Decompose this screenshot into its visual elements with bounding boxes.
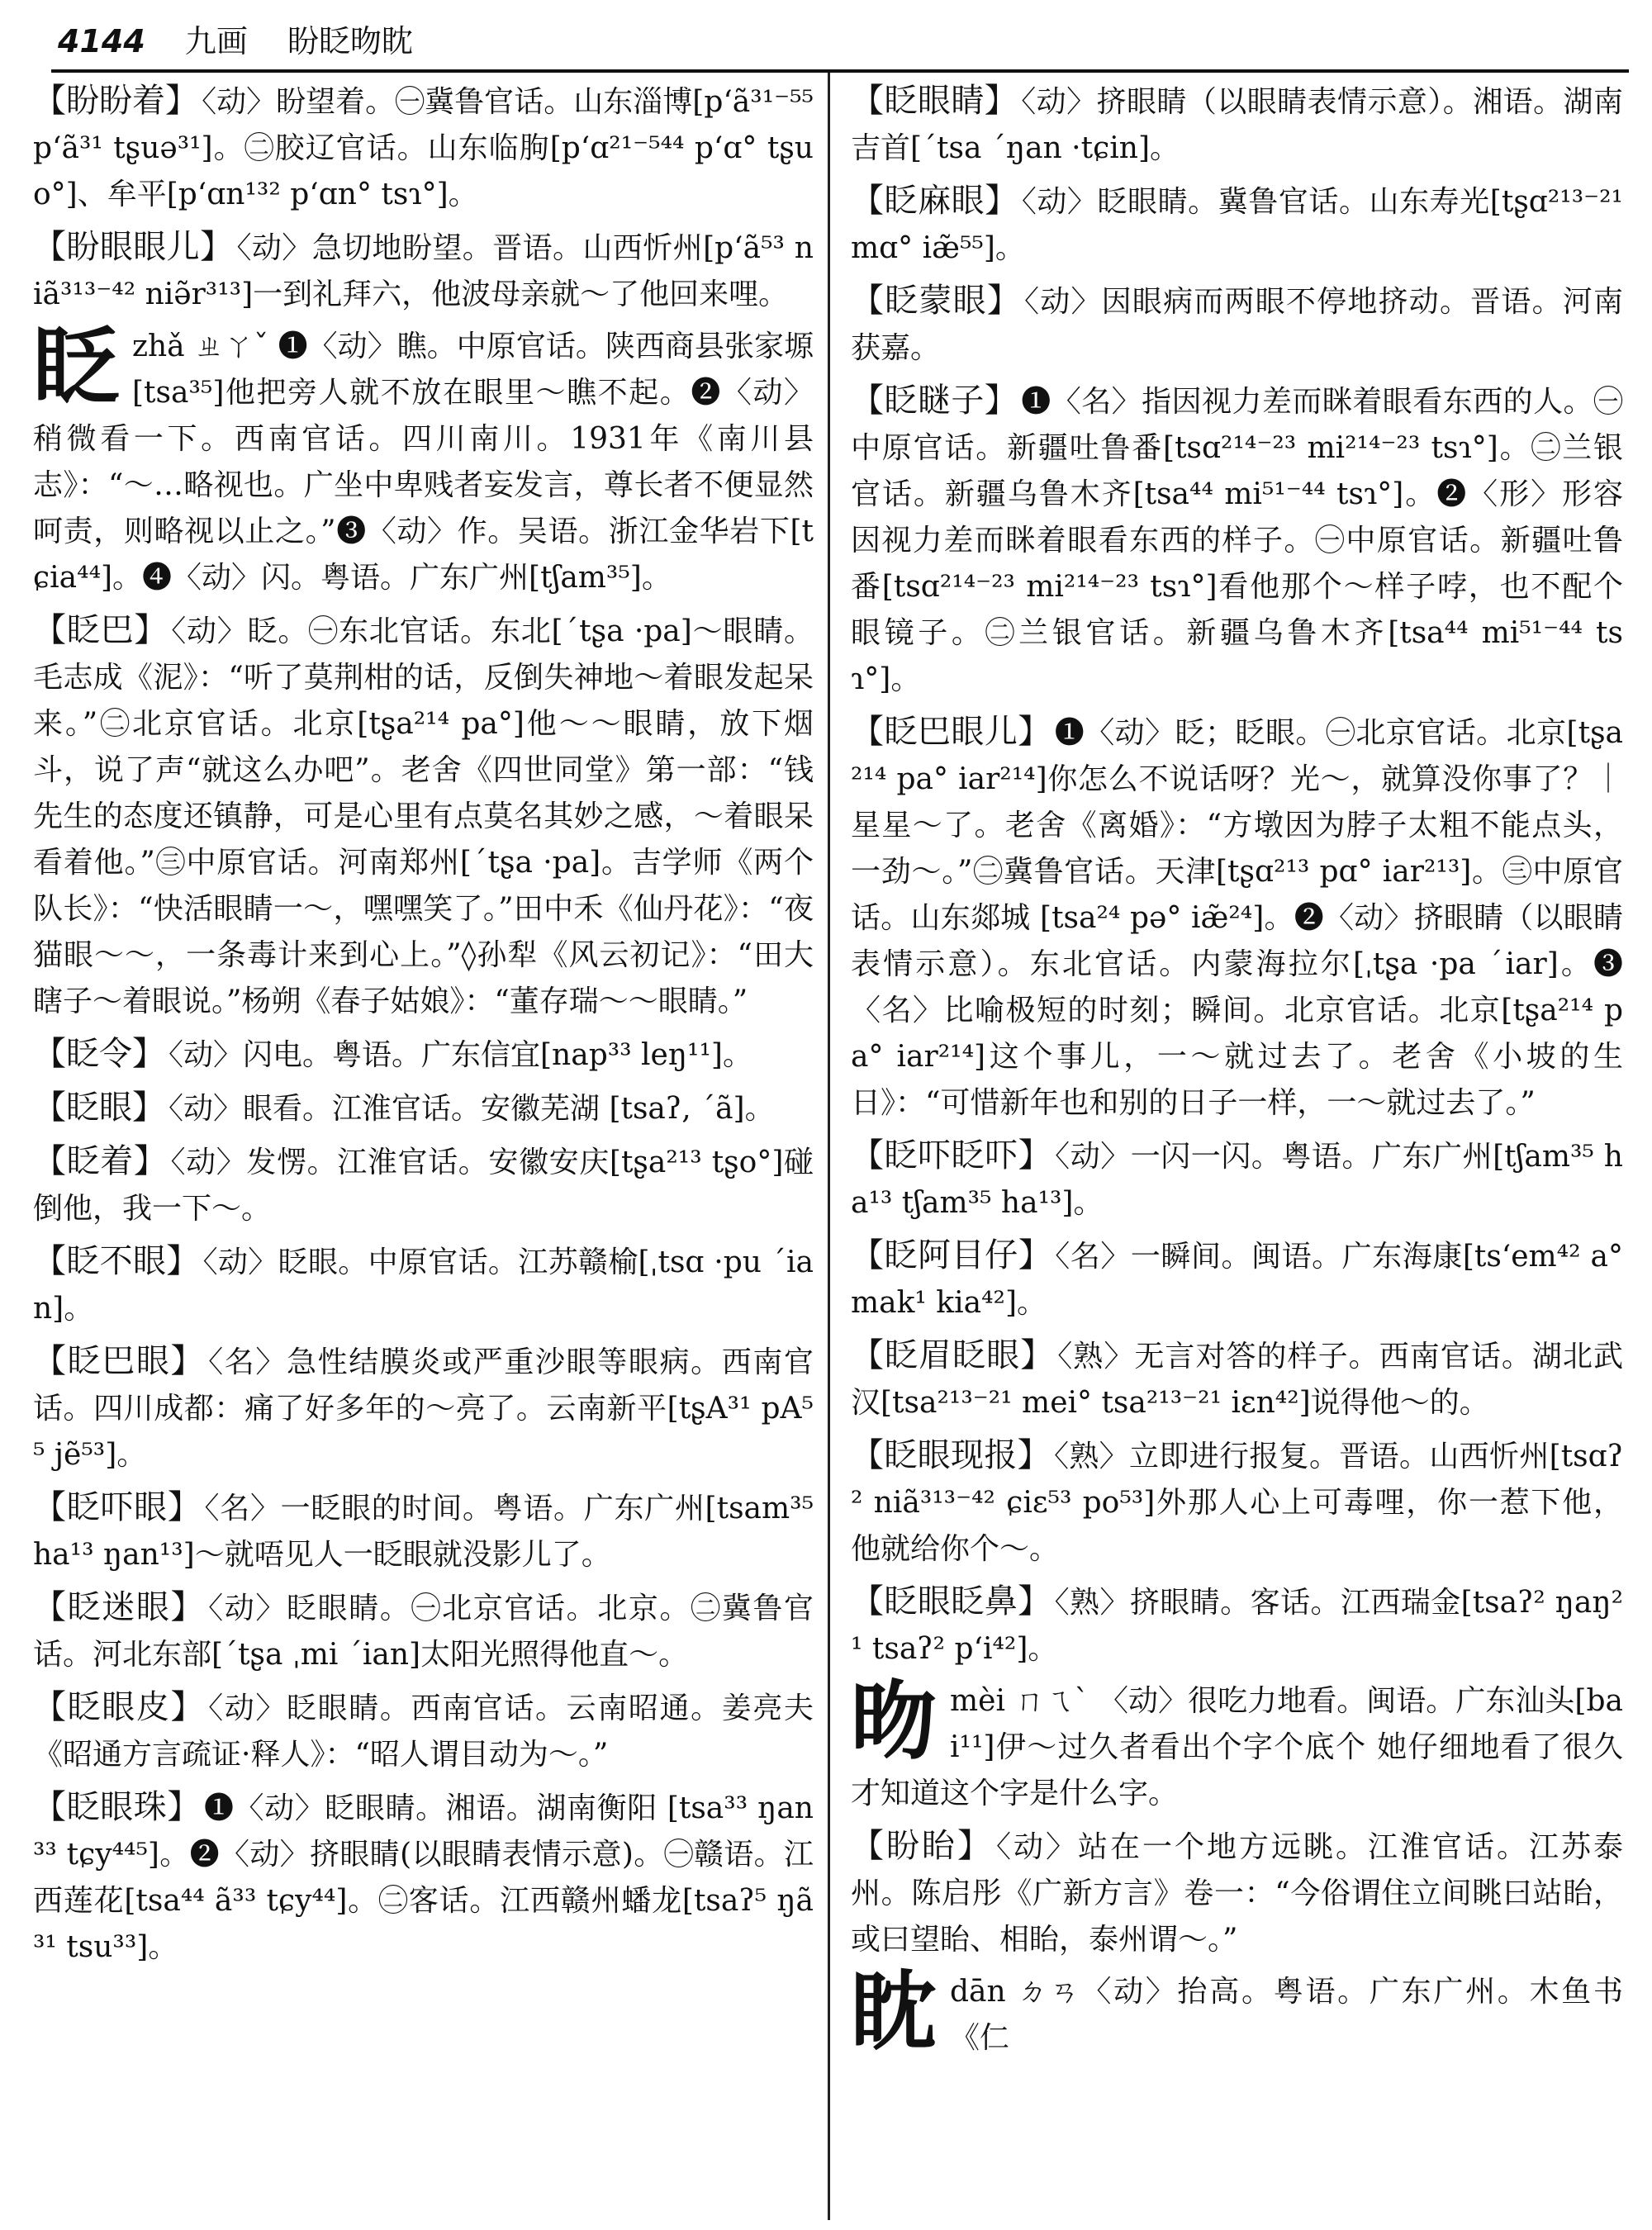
entry-headword: 【盼眙】 <box>851 1827 993 1865</box>
page-header <box>58 18 1627 64</box>
left-column <box>33 78 814 1976</box>
entry <box>33 1584 814 1678</box>
entry-body: 〈动〉眨眼睛。冀鲁官话。山东寿光[tʂɑ²¹³⁻²¹ mɑ° iæ̃⁵⁵]。 <box>851 185 1623 265</box>
entry-headword: 【眨眼眨鼻】 <box>851 1582 1051 1620</box>
entry-body: ❶〈动〉眨；眨眼。㊀北京官话。北京[tʂa²¹⁴ pa° iar²¹⁴]你怎么不说话呀？光～，就算没你事了？｜星星～了。老舍《离婚》：“方墩因为脖子太粗不能点头，一劲～。”㊁冀鲁官话。天津[tʂɑ²¹³ pɑ° iar²¹³]。㊂中原官话。山东郯城 [tsa²⁴ pə° iæ̃²⁴]。❷〈动〉挤眼睛（以眼睛表情示意）。东北官话。内蒙海拉尔[ˌtʂa ·pa ˊiar]。❸〈名〉比喻极短的时刻；瞬间。北京官话。北京[tʂa²¹⁴ pa° iar²¹⁴]这个事儿，一～就过去了。老舍《小坡的生日》：“可惜新年也和别的日子一样，一～就过去了。” <box>851 716 1624 1120</box>
entry-body: 〈名〉一瞬间。闽语。广东海康[tsʻem⁴² a° mak¹ kia⁴²]。 <box>851 1240 1623 1320</box>
entry-body: 〈熟〉立即进行报复。晋语。山西忻州[tsɑʔ² niã³¹³⁻⁴² ɕiɛ⁵³ po⁵³]外那人心上可毒哩，你一惹下他，他就给你个～。 <box>851 1440 1623 1566</box>
entry-body: 〈动〉眨眼睛。西南官话。云南昭通。姜亮夫《昭通方言疏证·释人》：“昭人谓目动为～。” <box>33 1691 814 1772</box>
entry-body: 〈动〉站在一个地方远眺。江淮官话。江苏泰州。陈启彤《广新方言》卷一：“今俗谓住立间眺曰站眙，或曰望眙、相眙，泰州谓～。” <box>851 1830 1623 1957</box>
entry <box>33 1684 814 1778</box>
right-column <box>851 78 1623 2067</box>
entry <box>33 1031 814 1079</box>
page-number: 4144 <box>58 23 145 59</box>
entry-headword: 【眨麻眼】 <box>851 182 1018 220</box>
entry <box>33 1484 814 1578</box>
entry-character <box>33 316 814 601</box>
entry <box>33 1084 814 1132</box>
entry <box>33 78 814 218</box>
entry <box>851 178 1623 272</box>
entry <box>33 607 814 1025</box>
entry <box>33 224 814 318</box>
entry-headword: 【眨不眼】 <box>33 1242 200 1280</box>
entry-body: 〈动〉闪电。粤语。广东信宜[nap³³ leŋ¹¹]。 <box>169 1038 752 1072</box>
entry-body: 〈动〉眨。㊀东北官话。东北[ˊtʂa ·pa]～眼睛。毛志成《泥》：“听了莫荆柑的话，反倒失神地～着眼发起呆来。”㊁北京官话。北京[tʂa²¹⁴ pa°]他～～眼睛，放下烟斗，说了声“就这么办吧”。老舍《四世同堂》第一部：“钱先生的态度还镇静，可是心里有点莫名其妙之感，～着眼呆看着他。”㊂中原官话。河南郑州[ˊtʂa ·pa]。吉学师《两个队长》：“快活眼睛一～，嘿嘿笑了。”田中禾《仙丹花》：“夜猫眼～～，一条毒计来到心上。”◊孙犁《风云初记》：“田大瞎子～着眼说。”杨朔《春子姑娘》：“董存瑞～～眼睛。” <box>33 614 814 1018</box>
entry-headword: 【眨吓眼】 <box>33 1488 202 1526</box>
entry-headword: 【眨令】 <box>33 1035 165 1073</box>
entry-headword: 【眨眼皮】 <box>33 1688 206 1726</box>
entry <box>851 278 1623 372</box>
entry <box>33 1338 814 1478</box>
entry-body: 〈名〉一眨眼的时间。粤语。广东广州[tsam³⁵ ha¹³ ŋan¹³]～就唔见人一眨眼就没影儿了。 <box>33 1492 814 1572</box>
entry-headword: 【眨巴】 <box>33 611 169 649</box>
entry-headword: 【盼盼着】 <box>33 82 199 120</box>
entry <box>851 1132 1623 1226</box>
column-divider <box>828 73 830 2220</box>
entry <box>33 1138 814 1232</box>
entry <box>33 1238 814 1332</box>
head-character: 眨 <box>33 316 120 417</box>
entry-headword: 【眨吓眨吓】 <box>851 1136 1052 1174</box>
entry-body: ❶〈动〉眨眼睛。湘语。湖南衡阳 [tsa³³ ŋan³³ tɕy⁴⁴⁵]。❷〈动〉挤眼睛(以眼睛表情示意)。㊀赣语。江西莲花[tsa⁴⁴ ã³³ tɕy⁴⁴]。㊁客话。江西赣州蟠龙[tsaʔ⁵ ŋã³¹ tsu³³]。 <box>33 1791 814 1964</box>
entry-headword: 【眨眼珠】 <box>33 1788 201 1826</box>
entry-body: mèi ㄇㄟˋ 〈动〉很吃力地看。闽语。广东汕头[bai¹¹]伊～过久者看出个字个底个 她仔细地看了很久才知道这个字是什么字。 <box>851 1684 1623 1810</box>
entry-body: ❶〈名〉指因视力差而眯着眼看东西的人。㊀中原官话。新疆吐鲁番[tsɑ²¹⁴⁻²³ mi²¹⁴⁻²³ tsɿ°]。㊁兰银官话。新疆乌鲁木齐[tsa⁴⁴ mi⁵¹⁻⁴⁴ tsɿ°]。❷〈形〉形容因视力差而眯着眼看东西的样子。㊀中原官话。新疆吐鲁番[tsɑ²¹⁴⁻²³ mi²¹⁴⁻²³ tsɿ°]看他那个～样子哱，也不配个眼镜子。㊁兰银官话。新疆乌鲁木齐[tsa⁴⁴ mi⁵¹⁻⁴⁴ tsɿ°]。 <box>851 385 1623 696</box>
entry-headword: 【眨眼现报】 <box>851 1436 1051 1474</box>
entry-body: 〈熟〉无言对答的样子。西南官话。湖北武汉[tsa²¹³⁻²¹ mei° tsa²¹³⁻²¹ iɛn⁴²]说得他～的。 <box>851 1340 1623 1420</box>
entry-headword: 【眨阿目仔】 <box>851 1236 1052 1274</box>
entry-headword: 【眨瞇子】 <box>851 382 1018 420</box>
entry-body: 〈动〉发愣。江淮官话。安徽安庆[tʂa²¹³ tʂo°]碰倒他，我一下～。 <box>33 1146 814 1226</box>
entry <box>851 1332 1623 1426</box>
entry-headword: 【眨蒙眼】 <box>851 282 1022 320</box>
entry <box>851 1432 1623 1573</box>
entry-body: 〈动〉因眼病而两眼不停地挤动。晋语。河南获嘉。 <box>851 285 1623 365</box>
head-character: 昒 <box>851 1670 938 1772</box>
entry-body: zhǎ ㄓㄚˇ ❶〈动〉瞧。中原官话。陕西商县张家塬[tsa³⁵]他把旁人就不放在眼里～瞧不起。❷〈动〉稍微看一下。西南官话。四川南川。1931年《南川县志》：“～…略视也。广坐中卑贱者妄发言，尊长者不便显然呵责，则略视以止之。”❸〈动〉作。吴语。浙江金华岩下[tɕia⁴⁴]。❹〈动〉闪。粤语。广东广州[tʃam³⁵]。 <box>33 330 814 595</box>
entry-body: 〈动〉眨眼睛。㊀北京官话。北京。㊁冀鲁官话。河北东部[ˊtʂa ˌmi ˊian]太阳光照得他直～。 <box>33 1592 814 1672</box>
entry <box>851 1578 1623 1672</box>
entry-body: 〈动〉盼望着。㊀冀鲁官话。山东淄博[pʻã³¹⁻⁵⁵ pʻã³¹ tʂuə³¹]。㊁胶辽官话。山东临朐[pʻɑ²¹⁻⁵⁴⁴ pʻɑ° tʂuo°]、牟平[pʻɑn¹³² pʻɑn° tsɿ°]。 <box>33 85 814 211</box>
entry <box>851 709 1623 1127</box>
entry-headword: 【眨眼】 <box>33 1089 165 1127</box>
entry-body: 〈动〉一闪一闪。粤语。广东广州[tʃam³⁵ ha¹³ tʃam³⁵ ha¹³]。 <box>851 1140 1623 1220</box>
entry <box>851 377 1623 703</box>
header-rule <box>51 69 1629 73</box>
entry-body: 〈动〉眨眼。中原官话。江苏赣榆[ˌtsɑ ·pu ˊian]。 <box>33 1245 814 1326</box>
entry-body: 〈名〉急性结膜炎或严重沙眼等眼病。西南官话。四川成都：痛了好多年的～亮了。云南新平[tʂA³¹ pA⁵⁵ jẽ⁵³]。 <box>33 1345 814 1472</box>
entry-headword: 【眨巴眼儿】 <box>851 713 1051 751</box>
entry-body: 〈动〉眼看。江淮官话。安徽芜湖 [tsaʔ, ˊã]。 <box>169 1092 775 1126</box>
entry-character <box>851 1670 1623 1817</box>
entry <box>851 78 1623 172</box>
entry-headword: 【眨眼睛】 <box>851 82 1018 120</box>
entry-headword: 【眨迷眼】 <box>33 1588 206 1626</box>
entry-body: 〈动〉急切地盼望。晋语。山西忻州[pʻã⁵³ niã³¹³⁻⁴² niə̃r³¹³]一到礼拜六，他波母亲就～了他回来哩。 <box>33 231 814 311</box>
section-label: 九画 <box>184 23 248 59</box>
entry-body: 〈动〉挤眼睛（以眼睛表情示意）。湘语。湖南吉首[ˊtsa ˊŋan ·tɕin]。 <box>851 85 1623 165</box>
entry-headword: 【眨眉眨眼】 <box>851 1336 1055 1374</box>
entry-character <box>851 1961 1623 2062</box>
entry <box>851 1823 1623 1963</box>
entry <box>33 1784 814 1971</box>
head-character: 眈 <box>851 1961 938 2062</box>
entry-headword: 【盼眼眼儿】 <box>33 228 234 266</box>
entry-body: 〈熟〉挤眼睛。客话。江西瑞金[tsaʔ² ŋaŋ²¹ tsaʔ² pʻi⁴²]。 <box>851 1586 1623 1666</box>
entry <box>851 1232 1623 1326</box>
entry-headword: 【眨巴眼】 <box>33 1342 206 1380</box>
entry-headword: 【眨着】 <box>33 1142 168 1180</box>
header-chars: 盼眨昒眈 <box>287 23 413 59</box>
entry-body: dān ㄉㄢ〈动〉抬高。粤语。广东广州。木鱼书《仁 <box>950 1975 1623 2055</box>
